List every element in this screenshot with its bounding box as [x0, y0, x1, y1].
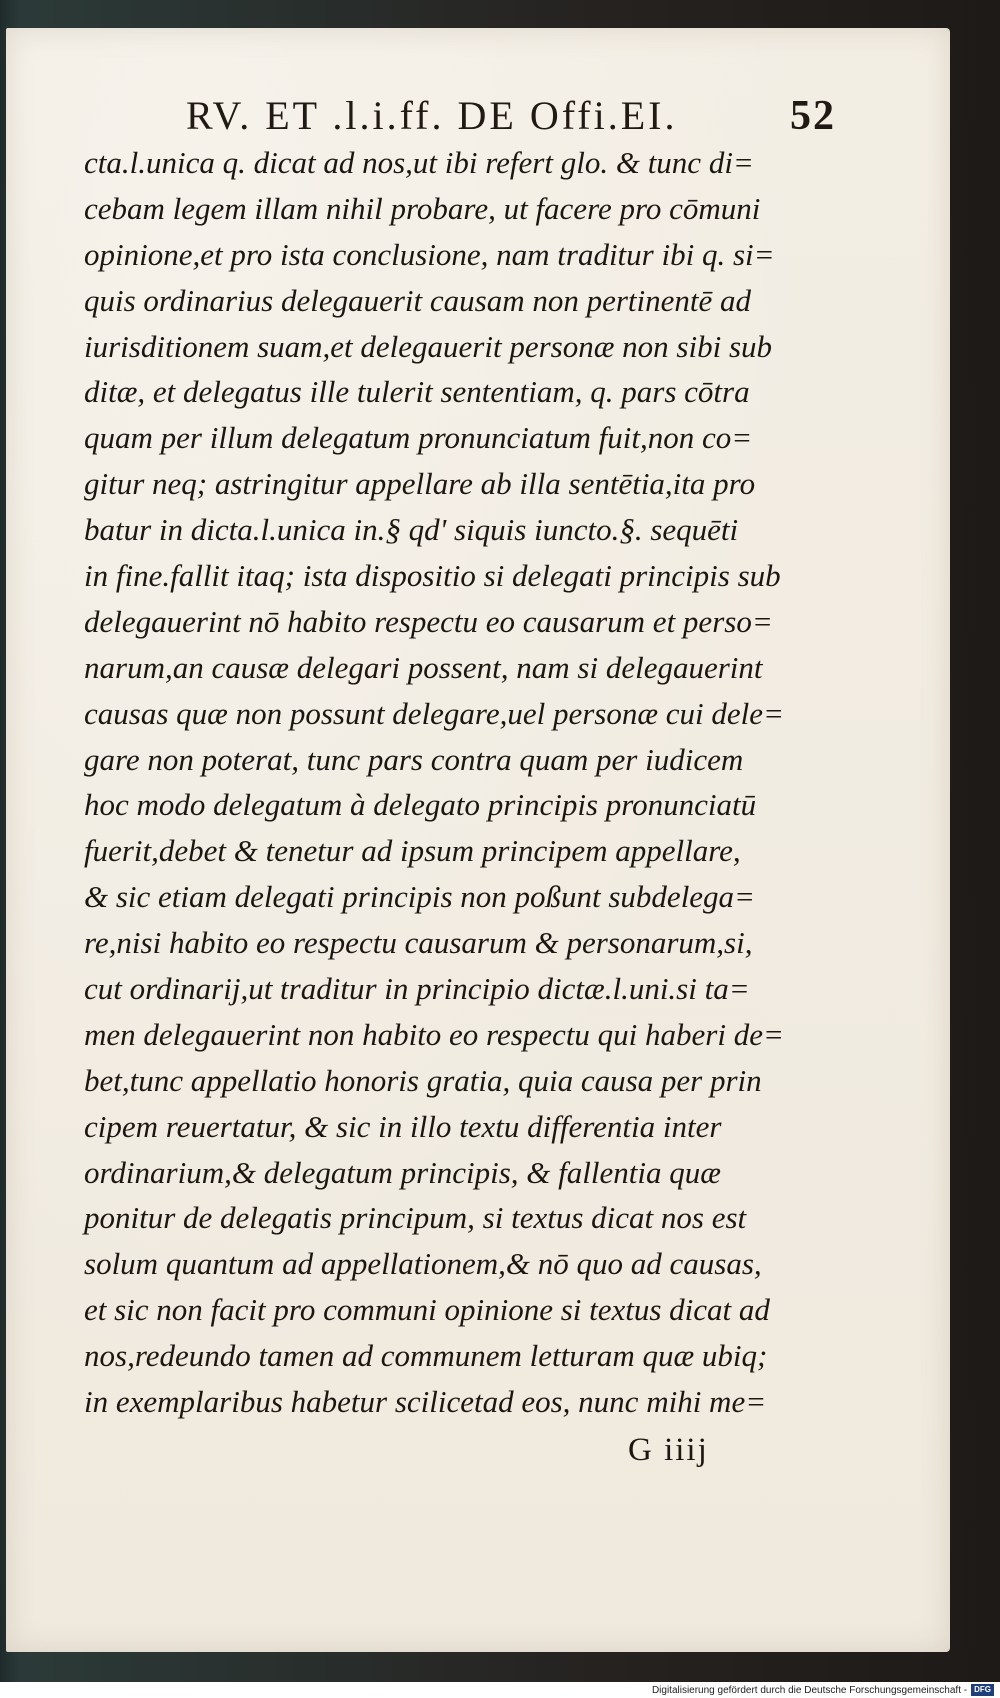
text-line: causas quæ non possunt delegare,uel personæ cui dele= [84, 695, 784, 731]
text-line: gitur neq; astringitur appellare ab illa sentētia,ita pro [84, 466, 756, 502]
page-number: 52 [790, 93, 836, 139]
text-line: hoc modo delegatum à delegato principis pronunciatū [84, 787, 757, 823]
dfg-logo: DFG [971, 1684, 994, 1696]
text-line: bet,tunc appellatio honoris gratia, quia causa per prin [84, 1062, 762, 1098]
text-line: men delegauerint non habito eo respectu qui haberi de= [84, 1016, 784, 1052]
text-line: iurisditionem suam,et delegauerit personæ non sibi sub [84, 328, 773, 364]
text-line: batur in dicta.l.unica in.§ qd' siquis iuncto.§. sequēti [84, 512, 739, 548]
running-head [186, 92, 836, 142]
text-line: solum quantum ad appellationem,& nō quo ad causas, [84, 1246, 762, 1282]
running-title: RV. ET .l.i.ff. DE Offi.EI. [186, 93, 678, 138]
text-line: ordinarium,& delegatum principis, & fallentia quæ [84, 1154, 721, 1190]
funding-credit: Digitalisierung gefördert durch die Deutsche Forschungsgemeinschaft - [651, 1684, 968, 1696]
text-line: quam per illum delegatum pronunciatum fuit,non co= [84, 420, 753, 456]
body-text [84, 140, 864, 1425]
text-line: in fine.fallit itaq; ista dispositio si delegati principis sub [84, 558, 781, 594]
text-line: ponitur de delegatis principum, si textus dicat nos est [84, 1200, 747, 1236]
text-line: quis ordinarius delegauerit causam non pertinentē ad [84, 282, 752, 318]
footer-strip [0, 1682, 1000, 1698]
text-line: cta.l.unica q. dicat ad nos,ut ibi refert glo. & tunc di= [84, 145, 754, 180]
text-line: ditæ, et delegatus ille tulerit sententiam, q. pars cōtra [84, 374, 750, 410]
text-line: cut ordinarij,ut traditur in principio dictæ.l.uni.si ta= [84, 971, 750, 1007]
text-line: nos,redeundo tamen ad communem letturam quæ ubiq; [84, 1338, 768, 1374]
text-line: re,nisi habito eo respectu causarum & personarum,si, [84, 925, 753, 961]
text-line: et sic non facit pro communi opinione si textus dicat ad [84, 1292, 770, 1328]
text-line: in exemplaribus habetur scilicetad eos, nunc mihi me= [84, 1384, 767, 1420]
text-line: & sic etiam delegati principis non poßunt subdelega= [84, 879, 755, 915]
text-line: opinione,et pro ista conclusione, nam traditur ibi q. si= [84, 236, 775, 272]
signature-mark: G iiij [628, 1432, 709, 1468]
text-line: narum,an causæ delegari possent, nam si delegauerint [84, 649, 763, 685]
text-line: cipem reuertatur, & sic in illo textu differentia inter [84, 1108, 722, 1144]
text-line: cebam legem illam nihil probare, ut facere pro cōmuni [84, 190, 761, 226]
text-line: fuerit,debet & tenetur ad ipsum principem appellare, [84, 833, 741, 869]
text-line: gare non poterat, tunc pars contra quam per iudicem [84, 741, 744, 777]
text-line: delegauerint nō habito respectu eo causarum et perso= [84, 603, 773, 639]
